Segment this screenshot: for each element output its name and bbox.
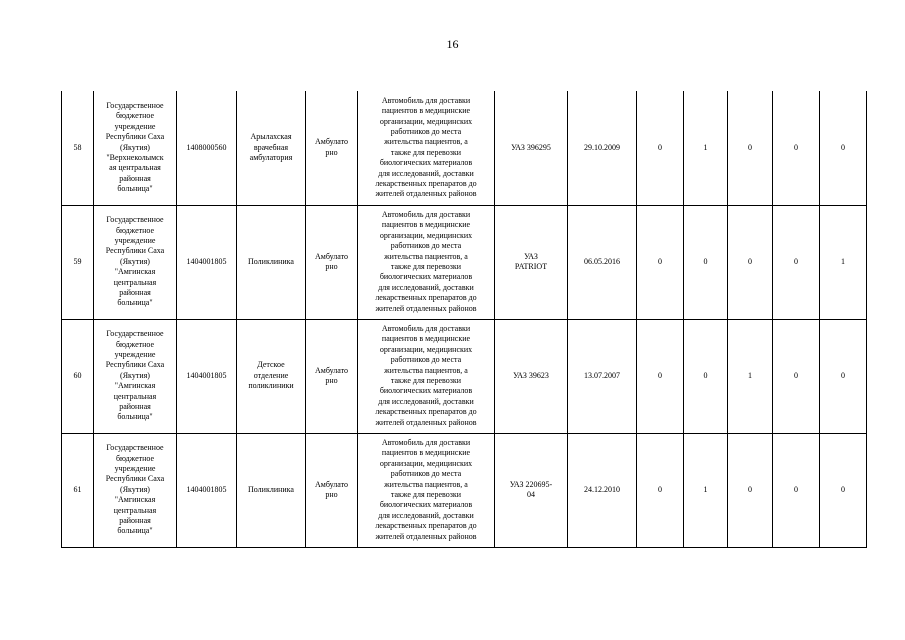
table-row xyxy=(62,319,867,433)
value-cell-2: 1 xyxy=(684,433,728,547)
subdivision-cell: Детское отделение поликлиники xyxy=(237,319,306,433)
subdivision-cell: Поликлиника xyxy=(237,205,306,319)
value-cell-1: 0 xyxy=(637,433,684,547)
purpose-cell: Автомобиль для доставки пациентов в медицинские организации, медицинских работников до места жительства пациентов, а также для перевозки биологических материалов для исследований, доставки лекарственных препаратов до жителей отдаленных районов xyxy=(358,433,495,547)
value-cell-4: 0 xyxy=(773,91,820,205)
date-cell: 06.05.2016 xyxy=(568,205,637,319)
institution-cell: Государственное бюджетное учреждение Республики Саха (Якутия) "Амгинская центральная районная больница" xyxy=(94,205,177,319)
care-type-cell: Амбулато рно xyxy=(306,433,358,547)
value-cell-1: 0 xyxy=(637,319,684,433)
value-cell-4: 0 xyxy=(773,205,820,319)
inn-cell: 1408000560 xyxy=(177,91,237,205)
table-row xyxy=(62,91,867,205)
value-cell-2: 1 xyxy=(684,91,728,205)
vehicle-model-cell: УАЗ 39623 xyxy=(495,319,568,433)
row-number: 60 xyxy=(62,319,94,433)
value-cell-2: 0 xyxy=(684,319,728,433)
row-number: 59 xyxy=(62,205,94,319)
care-type-cell: Амбулато рно xyxy=(306,319,358,433)
inn-cell: 1404001805 xyxy=(177,433,237,547)
value-cell-5: 0 xyxy=(820,319,867,433)
inn-cell: 1404001805 xyxy=(177,319,237,433)
institution-cell: Государственное бюджетное учреждение Республики Саха (Якутия) "Амгинская центральная районная больница" xyxy=(94,433,177,547)
table-row xyxy=(62,205,867,319)
value-cell-4: 0 xyxy=(773,433,820,547)
value-cell-1: 0 xyxy=(637,205,684,319)
value-cell-3: 0 xyxy=(728,91,773,205)
value-cell-4: 0 xyxy=(773,319,820,433)
value-cell-5: 1 xyxy=(820,205,867,319)
value-cell-2: 0 xyxy=(684,205,728,319)
vehicle-model-cell: УАЗ PATRIOT xyxy=(495,205,568,319)
purpose-cell: Автомобиль для доставки пациентов в медицинские организации, медицинских работников до места жительства пациентов, а также для перевозки биологических материалов для исследований, доставки лекарственных препаратов до жителей отдаленных районов xyxy=(358,91,495,205)
subdivision-cell: Арылахская врачебная амбулатория xyxy=(237,91,306,205)
value-cell-3: 0 xyxy=(728,205,773,319)
value-cell-3: 0 xyxy=(728,433,773,547)
value-cell-3: 1 xyxy=(728,319,773,433)
row-number: 61 xyxy=(62,433,94,547)
date-cell: 24.12.2010 xyxy=(568,433,637,547)
inn-cell: 1404001805 xyxy=(177,205,237,319)
page-number: 16 xyxy=(446,37,459,51)
value-cell-1: 0 xyxy=(637,91,684,205)
care-type-cell: Амбулато рно xyxy=(306,91,358,205)
vehicle-model-cell: УАЗ 220695- 04 xyxy=(495,433,568,547)
table-row xyxy=(62,433,867,547)
vehicle-model-cell: УАЗ 396295 xyxy=(495,91,568,205)
value-cell-5: 0 xyxy=(820,433,867,547)
institution-cell: Государственное бюджетное учреждение Республики Саха (Якутия) "Верхнеколымск ая центральная районная больница" xyxy=(94,91,177,205)
date-cell: 13.07.2007 xyxy=(568,319,637,433)
purpose-cell: Автомобиль для доставки пациентов в медицинские организации, медицинских работников до места жительства пациентов, а также для перевозки биологических материалов для исследований, доставки лекарственных препаратов до жителей отдаленных районов xyxy=(358,319,495,433)
institution-cell: Государственное бюджетное учреждение Республики Саха (Якутия) "Амгинская центральная районная больница" xyxy=(94,319,177,433)
care-type-cell: Амбулато рно xyxy=(306,205,358,319)
row-number: 58 xyxy=(62,91,94,205)
value-cell-5: 0 xyxy=(820,91,867,205)
subdivision-cell: Поликлиника xyxy=(237,433,306,547)
date-cell: 29.10.2009 xyxy=(568,91,637,205)
purpose-cell: Автомобиль для доставки пациентов в медицинские организации, медицинских работников до места жительства пациентов, а также для перевозки биологических материалов для исследований, доставки лекарственных препаратов до жителей отдаленных районов xyxy=(358,205,495,319)
vehicle-registry-table xyxy=(61,91,867,548)
